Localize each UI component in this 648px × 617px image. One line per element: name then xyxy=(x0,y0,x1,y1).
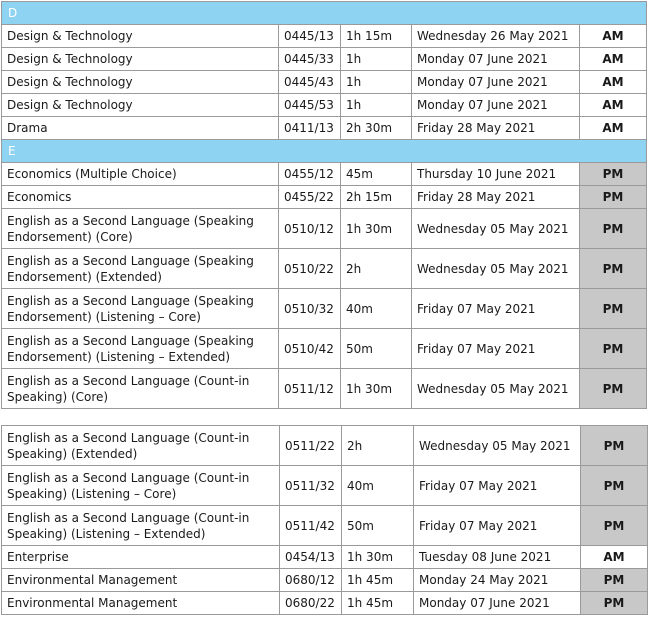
subject-cell: Economics (Multiple Choice) xyxy=(2,163,279,186)
subject-cell: English as a Second Language (Speaking Endorsement) (Extended) xyxy=(2,249,279,289)
duration-cell: 1h 45m xyxy=(342,592,414,615)
session-cell: AM xyxy=(580,71,647,94)
exam-date-cell: Friday 28 May 2021 xyxy=(412,186,580,209)
subject-cell: English as a Second Language (Speaking Endorsement) (Listening – Extended) xyxy=(2,329,279,369)
session-cell: PM xyxy=(580,163,647,186)
table-row xyxy=(2,369,647,409)
session-cell: AM xyxy=(580,94,647,117)
exam-date-cell: Friday 07 May 2021 xyxy=(412,289,580,329)
duration-cell: 1h xyxy=(341,71,412,94)
section-header-row xyxy=(2,140,647,163)
table-row xyxy=(2,94,647,117)
exam-date-cell: Monday 24 May 2021 xyxy=(414,569,581,592)
duration-cell: 1h 15m xyxy=(341,25,412,48)
duration-cell: 2h xyxy=(342,426,414,466)
exam-date-cell: Wednesday 05 May 2021 xyxy=(412,369,580,409)
subject-cell: Economics xyxy=(2,186,279,209)
subject-cell: Design & Technology xyxy=(2,25,279,48)
session-cell: PM xyxy=(581,426,648,466)
subject-cell: English as a Second Language (Count-in Speaking) (Core) xyxy=(2,369,279,409)
exam-date-cell: Monday 07 June 2021 xyxy=(412,48,580,71)
component-code-cell: 0510/12 xyxy=(279,209,341,249)
session-cell: PM xyxy=(580,186,647,209)
component-code-cell: 0411/13 xyxy=(279,117,341,140)
duration-cell: 40m xyxy=(341,289,412,329)
exam-date-cell: Friday 07 May 2021 xyxy=(414,506,581,546)
duration-cell: 50m xyxy=(341,329,412,369)
subject-cell: Environmental Management xyxy=(2,592,280,615)
exam-date-cell: Wednesday 26 May 2021 xyxy=(412,25,580,48)
session-cell: PM xyxy=(581,506,648,546)
session-cell: PM xyxy=(580,249,647,289)
component-code-cell: 0511/12 xyxy=(279,369,341,409)
exam-date-cell: Tuesday 08 June 2021 xyxy=(414,546,581,569)
table-row xyxy=(2,117,647,140)
duration-cell: 2h xyxy=(341,249,412,289)
session-cell: PM xyxy=(581,466,648,506)
duration-cell: 1h xyxy=(341,94,412,117)
component-code-cell: 0454/13 xyxy=(280,546,342,569)
duration-cell: 2h 15m xyxy=(341,186,412,209)
session-cell: PM xyxy=(580,209,647,249)
table-row xyxy=(2,289,647,329)
session-cell: PM xyxy=(580,369,647,409)
table-row xyxy=(2,426,648,466)
subject-cell: Enterprise xyxy=(2,546,280,569)
exam-date-cell: Thursday 10 June 2021 xyxy=(412,163,580,186)
timetable-table-continued xyxy=(1,425,648,615)
subject-cell: Design & Technology xyxy=(2,48,279,71)
subject-cell: English as a Second Language (Speaking Endorsement) (Core) xyxy=(2,209,279,249)
section-header-row xyxy=(2,2,647,25)
table-row xyxy=(2,249,647,289)
timetable-table xyxy=(1,1,647,409)
subject-cell: English as a Second Language (Speaking Endorsement) (Listening – Core) xyxy=(2,289,279,329)
session-cell: AM xyxy=(580,48,647,71)
subject-cell: Environmental Management xyxy=(2,569,280,592)
duration-cell: 45m xyxy=(341,163,412,186)
duration-cell: 1h 30m xyxy=(341,369,412,409)
exam-date-cell: Wednesday 05 May 2021 xyxy=(412,209,580,249)
component-code-cell: 0511/42 xyxy=(280,506,342,546)
duration-cell: 1h 45m xyxy=(342,569,414,592)
duration-cell: 40m xyxy=(342,466,414,506)
component-code-cell: 0455/12 xyxy=(279,163,341,186)
component-code-cell: 0445/53 xyxy=(279,94,341,117)
session-cell: AM xyxy=(580,117,647,140)
duration-cell: 1h xyxy=(341,48,412,71)
table-row xyxy=(2,209,647,249)
component-code-cell: 0510/22 xyxy=(279,249,341,289)
session-cell: AM xyxy=(581,546,648,569)
component-code-cell: 0510/42 xyxy=(279,329,341,369)
section-letter: D xyxy=(2,2,647,25)
exam-date-cell: Wednesday 05 May 2021 xyxy=(414,426,581,466)
component-code-cell: 0510/32 xyxy=(279,289,341,329)
exam-date-cell: Friday 07 May 2021 xyxy=(414,466,581,506)
component-code-cell: 0455/22 xyxy=(279,186,341,209)
exam-date-cell: Monday 07 June 2021 xyxy=(412,94,580,117)
section-letter: E xyxy=(2,140,647,163)
session-cell: PM xyxy=(580,289,647,329)
duration-cell: 1h 30m xyxy=(342,546,414,569)
table-row xyxy=(2,25,647,48)
session-cell: PM xyxy=(580,329,647,369)
duration-cell: 2h 30m xyxy=(341,117,412,140)
session-cell: PM xyxy=(581,592,648,615)
subject-cell: Drama xyxy=(2,117,279,140)
component-code-cell: 0445/43 xyxy=(279,71,341,94)
table-row xyxy=(2,163,647,186)
component-code-cell: 0445/33 xyxy=(279,48,341,71)
component-code-cell: 0680/22 xyxy=(280,592,342,615)
subject-cell: English as a Second Language (Count-in Speaking) (Listening – Core) xyxy=(2,466,280,506)
session-cell: AM xyxy=(580,25,647,48)
exam-date-cell: Friday 28 May 2021 xyxy=(412,117,580,140)
table-row xyxy=(2,546,648,569)
table-row xyxy=(2,592,648,615)
exam-date-cell: Friday 07 May 2021 xyxy=(412,329,580,369)
session-cell: PM xyxy=(581,569,648,592)
subject-cell: English as a Second Language (Count-in Speaking) (Extended) xyxy=(2,426,280,466)
table-row xyxy=(2,329,647,369)
component-code-cell: 0511/22 xyxy=(280,426,342,466)
table-row xyxy=(2,186,647,209)
duration-cell: 50m xyxy=(342,506,414,546)
table-row xyxy=(2,71,647,94)
table-row xyxy=(2,48,647,71)
table-row xyxy=(2,569,648,592)
table-row xyxy=(2,466,648,506)
component-code-cell: 0680/12 xyxy=(280,569,342,592)
subject-cell: Design & Technology xyxy=(2,94,279,117)
subject-cell: Design & Technology xyxy=(2,71,279,94)
component-code-cell: 0511/32 xyxy=(280,466,342,506)
exam-date-cell: Monday 07 June 2021 xyxy=(414,592,581,615)
subject-cell: English as a Second Language (Count-in Speaking) (Listening – Extended) xyxy=(2,506,280,546)
table-row xyxy=(2,506,648,546)
exam-date-cell: Monday 07 June 2021 xyxy=(412,71,580,94)
component-code-cell: 0445/13 xyxy=(279,25,341,48)
exam-date-cell: Wednesday 05 May 2021 xyxy=(412,249,580,289)
duration-cell: 1h 30m xyxy=(341,209,412,249)
